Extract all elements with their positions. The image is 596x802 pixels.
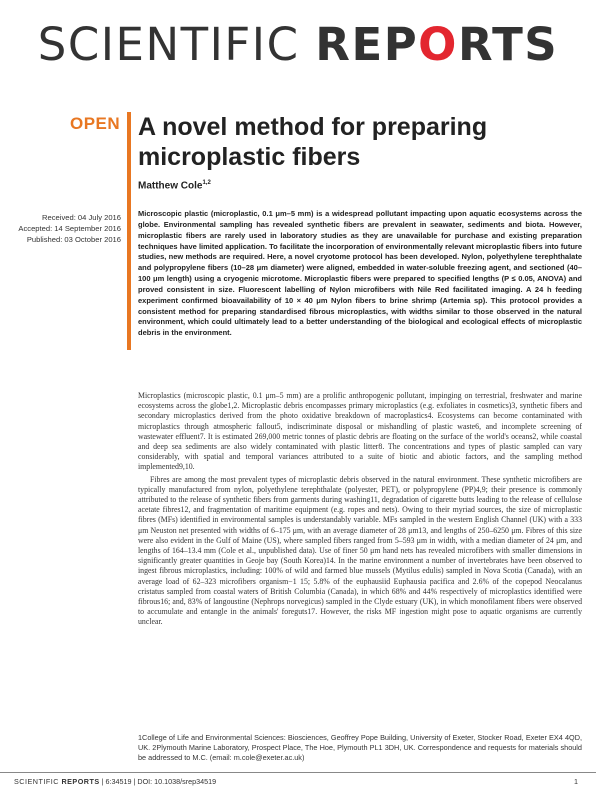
title-line-2: microplastic fibers — [138, 143, 361, 171]
publication-dates — [10, 212, 121, 245]
footer-doi: | 6:34519 | DOI: 10.1038/srep34519 — [99, 777, 217, 786]
footer-journal-bold: REPORTS — [61, 777, 100, 786]
article-title — [138, 112, 578, 172]
journal-name-bold-o: O — [418, 18, 458, 71]
author-affil-marks: 1,2 — [202, 180, 211, 186]
received-date: Received: 04 July 2016 — [42, 213, 121, 222]
journal-name-bold-1: REP — [315, 18, 419, 71]
title-line-1: A novel method for preparing — [138, 113, 488, 141]
journal-masthead — [0, 18, 596, 71]
affiliations: 1College of Life and Environmental Sciences: Biosciences, Geoffrey Pope Building, University of Exeter, Stocker Road, Exeter EX4 4QD, UK. 2Plymouth Marine Laboratory, Prospect Place, The Hoe, Plymouth PL1 3DH, UK. Correspondence and requests for materials should be addressed to M.C. (email: m.cole@exeter.ac.uk) — [138, 733, 582, 762]
journal-name-light: SCIENTIFIC — [37, 18, 316, 71]
body-paragraph-1: Microplastics (microscopic plastic, 0.1 μm–5 mm) are a prolific anthropogenic pollutant, impinging on terrestrial, freshwater and marine ecosystems across the globe1,2. Microplastic debris encompasses primary microplastics (e.g. exfoliates in cosmetics)3, synthetic fibers and secondary microplastics derived from the photo oxidative breakdown of macroplastics4. Ecosystems can become contaminated with microplastics through atmospheric fallout5, indiscriminate disposal or mishandling of plastic waste6, and incomplete screening of wastewater effluent7. It is estimated 269,000 metric tonnes of plastic debris are floating on the surface of the world's oceans2, while coastal and deep sea sediments are also widely contaminated with plastic litter8. The concentrations and types of plastic sampled can vary considerably, with spatial and temporal variances attributed to a suite of biotic and abiotic factors, and the sampling method implemented9,10. — [138, 391, 582, 472]
journal-name-bold-2: RTS — [457, 18, 559, 71]
accent-bar — [127, 112, 131, 350]
accepted-date: Accepted: 14 September 2016 — [18, 224, 121, 233]
body-paragraph-2: Fibres are among the most prevalent types of microplastic debris observed in the natural environment. These synthetic microfibers are typically manufactured from nylon, polyethylene terephthalate (polyester, PET), or polypropylene (PP)4,9; their presence is commonly attributed to the release of synthetic fibers from garments during washing11, degradation of cigarette butts leading to the release of cellulose acetate fibres12, and fragmentation of maritime equipment (e.g. ropes and nets). Owing to their myriad sources, the size of microplastic fibres (MFs) identified in environmental samples is understandably variable. MFs sampled in the western English Channel (UK) with a 333 μm Neuston net presented with widths of 6–175 μm, with an average diameter of 28 μm13, and lengths of 250–6250 μm. Fibres of this size were also evident in the Gulf of Maine (US), where sampled fibers ranged from 5–593 μm in width, with a median diameter of 24 μm, and lengths of 164–13.4 mm (Cole et al., unpublished data). Use of finer 50 μm hand nets has revealed microfibers with smaller dimensions in significantly greater quantities in Geoje bay (South Korea)14. In the marine environment a number of invertebrates have been observed to ingest fibrous microplastics, including: 100% of wild and farmed blue mussels (Mytilus edulis) sampled in Nova Scotia (Canada), with an average load of 62–323 microfibers organism−1 15; 5.8% of the euphausiid Euphausia pacifica and 2.6% of the copepod Neocalanus cristatus sampled from coastal waters of British Columbia (Canada), in which 68% and 44% respectively of microplastics identified were fibrous16; and, 83% of langoustine (Nephrops norvegicus) sampled in the Clyde estuary (UK), in which monofilament fibers were observed to accumulate and entangle in the animals' foreguts17. However, the risks MF ingestion might pose to aquatic organisms are currently unclear. — [138, 474, 582, 627]
abstract: Microscopic plastic (microplastic, 0.1 μm–5 mm) is a widespread pollutant impacting upon aquatic ecosystems across the globe. Environmental sampling has revealed synthetic fibers are prevalent in seawater, sediments and biota. However, microplastic fibers are rarely used in laboratory studies as they are unavailable for purchase and existing preparation techniques have limited application. To facilitate the incorporation of environmentally relevant microplastic fibers into future studies, new methods are required. Here, a novel cryotome protocol has been developed. Nylon, polyethylene terephthalate and polypropylene fibers (10–28 μm diameter) were aligned, embedded in water-soluble freezing agent, and sectioned (40–100 μm length) using a cryogenic microtome. Microplastic fibers were prepared to specified lengths (P ≤ 0.05, ANOVA) and proved consistent in size. Fluorescent labelling of Nylon microfibers with Nile Red facilitated imaging. A 24 h feeding experiment confirmed bioavailability of 10 × 40 μm Nylon fibers to brine shrimp (Artemia sp). This protocol provides a consistent method for preparing standardised fibrous microplastics, with widths similar to those observed in the natural environment, which could ultimately lead to a better understanding of the biological and ecological effects of microplastic debris in the environment. — [138, 209, 582, 338]
footer-citation — [14, 777, 216, 786]
article-body — [138, 391, 582, 630]
footer-journal-light: SCIENTIFIC — [14, 777, 62, 786]
footer-journal — [14, 777, 100, 786]
author-line — [138, 180, 211, 191]
footer-rule — [0, 772, 596, 773]
open-access-label: OPEN — [70, 114, 121, 133]
author-name: Matthew Cole — [138, 180, 203, 192]
published-date: Published: 03 October 2016 — [26, 235, 121, 244]
page-number: 1 — [574, 777, 578, 786]
